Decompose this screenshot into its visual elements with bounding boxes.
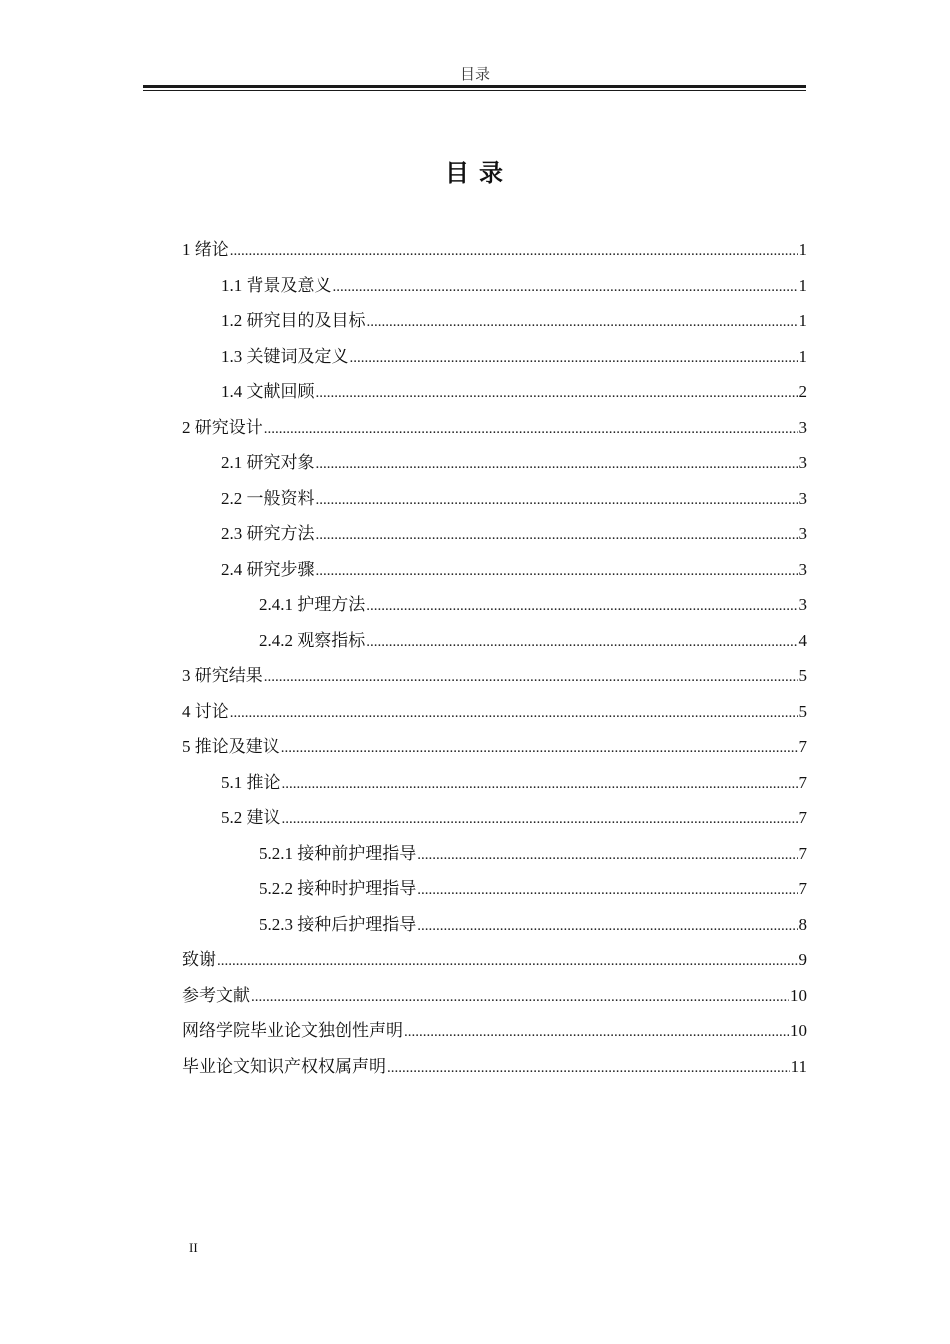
toc-entry[interactable] <box>182 729 807 765</box>
toc-entry-label: 2.4.2 观察指标 <box>259 630 366 650</box>
dot-leader <box>217 944 798 980</box>
toc-entry[interactable] <box>182 410 807 446</box>
toc-entry-page-number: 3 <box>798 524 807 543</box>
toc-entry[interactable] <box>182 445 807 481</box>
toc-entry-page-number: 3 <box>798 559 807 579</box>
toc-entry-label: 1.4 文献回顾 <box>221 382 315 401</box>
dot-leader <box>333 270 798 306</box>
toc-entry[interactable] <box>182 942 807 978</box>
page-title: 目 录 <box>445 161 505 187</box>
toc-entry-label: 毕业论文知识产权权属声明 <box>182 1056 386 1076</box>
dot-leader <box>316 447 798 483</box>
dot-leader <box>251 980 789 1016</box>
toc-entry[interactable] <box>182 978 807 1014</box>
toc-entry-label: 参考文献 <box>182 985 250 1005</box>
toc-entry-label: 2.4 研究步骤 <box>221 559 315 579</box>
toc-entry-page-number: 9 <box>798 950 807 969</box>
toc-entry[interactable] <box>182 907 807 943</box>
dot-leader <box>366 589 797 625</box>
toc-entry-page-number: 1 <box>798 240 807 259</box>
dot-leader <box>316 483 798 519</box>
dot-leader <box>417 838 797 874</box>
toc-entry-label: 1.1 背景及意义 <box>221 275 332 295</box>
toc-entry-label: 网络学院毕业论文独创性声明 <box>182 1021 403 1040</box>
toc-entry[interactable] <box>182 871 807 907</box>
dot-leader <box>282 802 798 838</box>
toc-entry-page-number: 2 <box>798 382 807 401</box>
toc-entry[interactable] <box>182 516 807 552</box>
table-of-contents <box>182 232 807 1084</box>
toc-entry-label: 1 绪论 <box>182 240 229 259</box>
toc-entry-page-number: 11 <box>790 1056 807 1076</box>
toc-entry[interactable] <box>182 552 807 588</box>
toc-entry[interactable] <box>182 765 807 801</box>
toc-entry[interactable] <box>182 658 807 694</box>
toc-entry-page-number: 8 <box>798 914 807 934</box>
dot-leader <box>417 909 797 945</box>
toc-entry-label: 致谢 <box>182 950 216 969</box>
toc-entry-page-number: 5 <box>798 666 807 685</box>
toc-entry-label: 2.1 研究对象 <box>221 453 315 472</box>
dot-leader <box>264 660 798 696</box>
toc-entry-label: 5.2.3 接种后护理指导 <box>259 914 417 934</box>
toc-entry-label: 5.2 建议 <box>221 808 281 827</box>
toc-entry-label: 2.2 一般资料 <box>221 488 315 508</box>
toc-entry-page-number: 3 <box>798 453 807 472</box>
toc-entry[interactable] <box>182 836 807 872</box>
toc-entry[interactable] <box>182 303 807 339</box>
toc-entry[interactable] <box>182 232 807 268</box>
toc-entry-page-number: 7 <box>798 879 807 898</box>
toc-entry-page-number: 1 <box>798 346 807 366</box>
toc-entry[interactable] <box>182 1049 807 1085</box>
toc-entry[interactable] <box>182 1013 807 1049</box>
toc-entry-page-number: 10 <box>790 1021 807 1040</box>
toc-entry-page-number: 4 <box>798 630 807 650</box>
toc-entry-label: 5.2.2 接种时护理指导 <box>259 879 417 898</box>
toc-entry[interactable] <box>182 694 807 730</box>
toc-entry-page-number: 7 <box>798 843 807 863</box>
running-header: 目录 <box>459 67 490 83</box>
toc-entry[interactable] <box>182 374 807 410</box>
toc-entry-page-number: 3 <box>798 417 807 437</box>
toc-entry[interactable] <box>182 339 807 375</box>
dot-leader <box>417 873 797 909</box>
toc-entry-page-number: 7 <box>798 808 807 827</box>
toc-entry-label: 5 推论及建议 <box>182 737 280 756</box>
toc-entry-label: 3 研究结果 <box>182 666 263 685</box>
toc-entry[interactable] <box>182 800 807 836</box>
dot-leader <box>282 767 798 803</box>
toc-entry-label: 1.3 关键词及定义 <box>221 346 349 366</box>
page-number: II <box>189 1240 198 1255</box>
dot-leader <box>367 305 798 341</box>
dot-leader <box>230 234 798 270</box>
toc-entry[interactable] <box>182 623 807 659</box>
dot-leader <box>387 1051 790 1087</box>
toc-entry-page-number: 7 <box>798 737 807 756</box>
toc-entry-label: 5.1 推论 <box>221 772 281 792</box>
dot-leader <box>264 412 798 448</box>
toc-entry-page-number: 7 <box>798 772 807 792</box>
dot-leader <box>316 554 798 590</box>
toc-entry-page-number: 5 <box>798 701 807 721</box>
dot-leader <box>281 731 798 767</box>
dot-leader <box>316 376 798 412</box>
dot-leader <box>350 341 798 377</box>
toc-entry-label: 1.2 研究目的及目标 <box>221 311 366 330</box>
toc-entry-page-number: 10 <box>790 985 807 1005</box>
toc-entry-page-number: 3 <box>798 488 807 508</box>
dot-leader <box>404 1015 789 1051</box>
toc-entry-label: 4 讨论 <box>182 701 229 721</box>
toc-entry[interactable] <box>182 268 807 304</box>
dot-leader <box>230 696 798 732</box>
toc-entry-label: 2 研究设计 <box>182 417 263 437</box>
toc-entry[interactable] <box>182 481 807 517</box>
toc-entry-label: 2.3 研究方法 <box>221 524 315 543</box>
dot-leader <box>366 625 797 661</box>
toc-entry[interactable] <box>182 587 807 623</box>
toc-entry-label: 2.4.1 护理方法 <box>259 595 366 614</box>
toc-entry-page-number: 1 <box>798 275 807 295</box>
toc-entry-page-number: 1 <box>798 311 807 330</box>
header-rule <box>143 85 806 91</box>
toc-entry-page-number: 3 <box>798 595 807 614</box>
dot-leader <box>316 518 798 554</box>
toc-entry-label: 5.2.1 接种前护理指导 <box>259 843 417 863</box>
